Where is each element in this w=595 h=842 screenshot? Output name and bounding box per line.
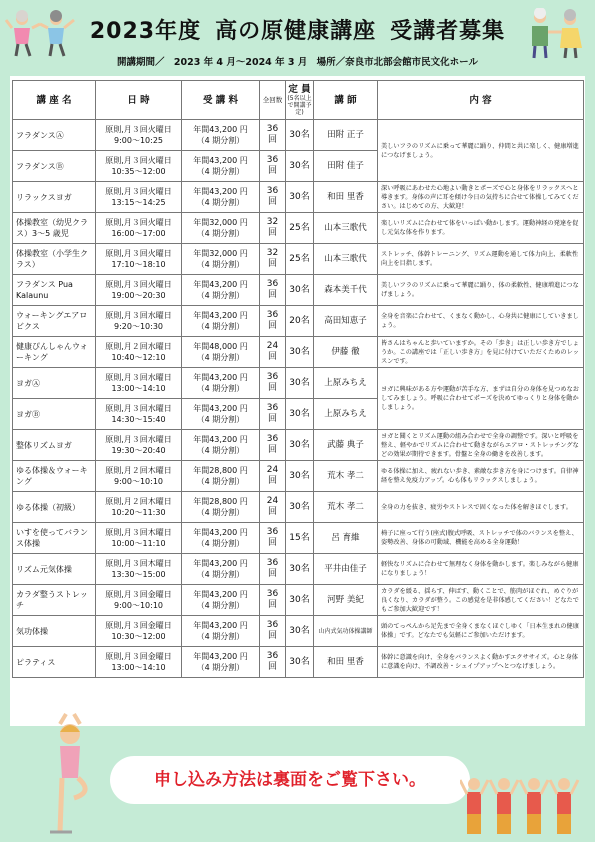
description: 美しいフラのリズムに乗って華麗に踊り、仲間と共に楽しく、健康増進につなげましょう。 xyxy=(378,120,584,182)
venue: 場所／奈良市北部会館市民文化ホール xyxy=(316,57,478,68)
instructor: 山内式気功体操講師 xyxy=(314,616,378,647)
fee: 年間43,200 円 （4 期分割） xyxy=(182,554,260,585)
description: 軽快なリズムに合わせて無理なく身体を動かします。楽しみながら健康になりましょう！ xyxy=(378,554,584,585)
description: ゆる体操に加え、疲れない歩き、素敵な歩き方を身につけます。自律神経を整え免疫力アップ。心も体もリラックスしましょう。 xyxy=(378,461,584,492)
table-row xyxy=(13,523,584,554)
fee: 年間28,800 円 （4 期分割） xyxy=(182,492,260,523)
course-name: カラダ整うストレッチ xyxy=(13,585,96,616)
capacity: 30名 xyxy=(286,585,314,616)
schedule: 原則,月３回火曜日 10:35～12:00 xyxy=(96,151,182,182)
capacity: 30名 xyxy=(286,461,314,492)
instructor: 山本三歌代 xyxy=(314,244,378,275)
course-name: 気功体操 xyxy=(13,616,96,647)
instructor: 森本美千代 xyxy=(314,275,378,306)
table-row xyxy=(13,585,584,616)
instructor: 武藤 典子 xyxy=(314,430,378,461)
schedule: 原則,月３回水曜日 14:30～15:40 xyxy=(96,399,182,430)
fee: 年間43,200 円 （4 期分割） xyxy=(182,368,260,399)
description: 皆さんはちゃんと歩いていますか。その「歩き」は正しい歩き方でしょうか。この講座では「正しい歩き方」を見に付けていただくためのレッスンです。 xyxy=(378,337,584,368)
instructor: 和田 里香 xyxy=(314,647,378,678)
schedule: 原則,月３回木曜日 13:30～15:00 xyxy=(96,554,182,585)
period-label: 開講期間／ xyxy=(117,57,165,68)
header-count: 全回数 xyxy=(260,81,286,120)
schedule: 原則,月３回火曜日 9:00～10:25 xyxy=(96,120,182,151)
session-count: 36回 xyxy=(260,585,286,616)
table-row xyxy=(13,492,584,523)
header-schedule: 日 時 xyxy=(96,81,182,120)
table-row xyxy=(13,120,584,151)
yoga-girl-illustration xyxy=(40,712,100,836)
fee: 年間43,200 円 （4 期分割） xyxy=(182,120,260,151)
header-description: 内 容 xyxy=(378,81,584,120)
course-name: いすを使ってバランス体操 xyxy=(13,523,96,554)
session-count: 36回 xyxy=(260,399,286,430)
course-name: リラックスヨガ xyxy=(13,182,96,213)
fee: 年間43,200 円 （4 期分割） xyxy=(182,523,260,554)
instructor: 呂 育維 xyxy=(314,523,378,554)
course-name: ウォーキングエアロビクス xyxy=(13,306,96,337)
session-count: 24回 xyxy=(260,492,286,523)
session-count: 36回 xyxy=(260,120,286,151)
table-row xyxy=(13,182,584,213)
fee: 年間43,200 円 （4 期分割） xyxy=(182,399,260,430)
session-count: 32回 xyxy=(260,213,286,244)
instructor: 河野 美紀 xyxy=(314,585,378,616)
session-count: 36回 xyxy=(260,523,286,554)
capacity: 15名 xyxy=(286,523,314,554)
course-table xyxy=(12,80,584,678)
instructor: 荒木 孝二 xyxy=(314,492,378,523)
fee: 年間43,200 円 （4 期分割） xyxy=(182,306,260,337)
course-name: ゆる体操（初級） xyxy=(13,492,96,523)
table-row xyxy=(13,306,584,337)
header-capacity: 定 員 (5名以上で開講予定) xyxy=(286,81,314,120)
instructor: 平井由佳子 xyxy=(314,554,378,585)
session-count: 24回 xyxy=(260,461,286,492)
capacity: 30名 xyxy=(286,430,314,461)
header-name: 講 座 名 xyxy=(13,81,96,120)
capacity: 30名 xyxy=(286,337,314,368)
schedule: 原則,月３回火曜日 17:10～18:10 xyxy=(96,244,182,275)
schedule: 原則,月２回水曜日 10:40～12:10 xyxy=(96,337,182,368)
fee: 年間28,800 円 （4 期分割） xyxy=(182,461,260,492)
capacity: 20名 xyxy=(286,306,314,337)
fee: 年間43,200 円 （4 期分割） xyxy=(182,616,260,647)
session-count: 36回 xyxy=(260,275,286,306)
schedule: 原則,月２回木曜日 10:20～11:30 xyxy=(96,492,182,523)
description: ヨガと聞くとリズム運動の組み合わせで全身の調整です。深いと呼吸を整え、軽やかでリズムに合わせて動きながらエアロ・ストレッチングなどの効果が期待できます。骨盤と全身の働きを改善します。 xyxy=(378,430,584,461)
capacity: 25名 xyxy=(286,244,314,275)
capacity: 25名 xyxy=(286,213,314,244)
period-dates: 2023 年 4 月～2024 年 3 月 xyxy=(173,57,308,68)
schedule: 原則,月３回水曜日 19:30～20:40 xyxy=(96,430,182,461)
schedule: 原則,月３回金曜日 13:00～14:10 xyxy=(96,647,182,678)
capacity: 30名 xyxy=(286,399,314,430)
table-row xyxy=(13,213,584,244)
header-fee: 受 講 料 xyxy=(182,81,260,120)
description: 全身の力を抜き、疲労やストレスで固くなった体を解きほぐします。 xyxy=(378,492,584,523)
session-count: 36回 xyxy=(260,151,286,182)
schedule: 原則,月２回木曜日 9:00～10:10 xyxy=(96,461,182,492)
schedule: 原則,月３回水曜日 9:20～10:30 xyxy=(96,306,182,337)
fee: 年間43,200 円 （4 期分割） xyxy=(182,585,260,616)
course-name: 体操教室（幼児クラス）3～5 歳児 xyxy=(13,213,96,244)
schedule: 原則,月３回木曜日 10:00～11:10 xyxy=(96,523,182,554)
instructor: 田附 佳子 xyxy=(314,151,378,182)
course-name: リズム元気体操 xyxy=(13,554,96,585)
instructor: 上原みちえ xyxy=(314,368,378,399)
description: 頭のてっぺんから足先まで全身くまなくほぐしゆく「日本生まれの健康体操」です。どなたでも気軽にご参加いただけます。 xyxy=(378,616,584,647)
capacity: 30名 xyxy=(286,647,314,678)
fee: 年間48,000 円 （4 期分割） xyxy=(182,337,260,368)
table-row xyxy=(13,430,584,461)
description: カラダを緩る、揺らす、伸ばす、動くことで、筋肉がほぐれ、めぐりが良くなり、カラダが整う。この感覚を是非体感してください！どなたでもご参加大歓迎です！ xyxy=(378,585,584,616)
session-count: 32回 xyxy=(260,244,286,275)
capacity: 30名 xyxy=(286,554,314,585)
fee: 年間43,200 円 （4 期分割） xyxy=(182,151,260,182)
capacity: 30名 xyxy=(286,120,314,151)
session-count: 36回 xyxy=(260,368,286,399)
course-name: ヨガⒷ xyxy=(13,399,96,430)
fee: 年間32,000 円 （4 期分割） xyxy=(182,244,260,275)
fee: 年間43,200 円 （4 期分割） xyxy=(182,430,260,461)
session-count: 36回 xyxy=(260,647,286,678)
session-count: 36回 xyxy=(260,306,286,337)
course-name: フラダンスⒶ xyxy=(13,120,96,151)
course-name: ゆる体操＆ウォーキング xyxy=(13,461,96,492)
instructor: 高田知恵子 xyxy=(314,306,378,337)
session-count: 36回 xyxy=(260,616,286,647)
instructor: 山本三歌代 xyxy=(314,213,378,244)
fee: 年間43,200 円 （4 期分割） xyxy=(182,275,260,306)
capacity: 30名 xyxy=(286,368,314,399)
instructor: 田附 正子 xyxy=(314,120,378,151)
schedule: 原則,月３回火曜日 13:15～14:25 xyxy=(96,182,182,213)
capacity: 30名 xyxy=(286,616,314,647)
period-line xyxy=(0,54,595,68)
description: 体幹に意識を向け、全身をバランスよく動かすエクササイズ。心と身体に意識を向け、不調改善・シェイプアップへとつなげましょう。 xyxy=(378,647,584,678)
fee: 年間43,200 円 （4 期分割） xyxy=(182,182,260,213)
application-note: 申し込み方法は裏面をご覧下さい。 xyxy=(110,756,470,804)
schedule: 原則,月３回火曜日 19:00～20:30 xyxy=(96,275,182,306)
table-row xyxy=(13,647,584,678)
schedule: 原則,月３回水曜日 13:00～14:10 xyxy=(96,368,182,399)
instructor: 伊藤 徹 xyxy=(314,337,378,368)
course-name: 健康ぴんしゃんウォーキング xyxy=(13,337,96,368)
description: 美しいフラのリズムに乗って華麗に踊り、体の柔軟性、健康増進につなげましょう。 xyxy=(378,275,584,306)
exercising-people-illustration xyxy=(460,768,590,840)
table-row xyxy=(13,275,584,306)
session-count: 36回 xyxy=(260,430,286,461)
table-header-row xyxy=(13,81,584,120)
description: 深い呼吸にあわせた心地よい動きとポーズで心と身体をリラックスへと導きます。身体の声に耳を傾け今日の気持ちに合せて体操してみてください。はじめての方、大歓迎！ xyxy=(378,182,584,213)
description: ヨガに興味がある方や運動が苦手な方、まずは自分の身体を見つめなおしてみましょう。呼吸に合わせてポーズを決めてゆっくりと身体を動かしましょう。 xyxy=(378,368,584,430)
session-count: 24回 xyxy=(260,337,286,368)
fee: 年間32,000 円 （4 期分割） xyxy=(182,213,260,244)
description: 楽しいリズムに合わせて体をいっぱい動かします。運動神経の発達を促し元気な体を作ります。 xyxy=(378,213,584,244)
header-instructor: 講 師 xyxy=(314,81,378,120)
course-name: ヨガⒶ xyxy=(13,368,96,399)
description: 椅子に座って行う(座式)腹式呼吸、ストレッチで体のバランスを整え、姿勢改善、身体の可動域、機能を高める全身運動！ xyxy=(378,523,584,554)
description: 全身を音楽に合わせて、くまなく動かし、心身共に健康にしていきましょう。 xyxy=(378,306,584,337)
table-row xyxy=(13,368,584,399)
course-name: 整体リズムヨガ xyxy=(13,430,96,461)
session-count: 36回 xyxy=(260,182,286,213)
description: ストレッチ、体幹トレーニング、リズム運動を通して体力向上、柔軟性向上を目指します。 xyxy=(378,244,584,275)
table-row xyxy=(13,616,584,647)
session-count: 36回 xyxy=(260,554,286,585)
capacity: 30名 xyxy=(286,275,314,306)
page-title: 2023年度 高の原健康講座 受講者募集 xyxy=(89,19,506,44)
instructor: 上原みちえ xyxy=(314,399,378,430)
table-row xyxy=(13,337,584,368)
fee: 年間43,200 円 （4 期分割） xyxy=(182,647,260,678)
table-row xyxy=(13,244,584,275)
course-name: フラダンス Pua Kalaunu xyxy=(13,275,96,306)
instructor: 和田 里香 xyxy=(314,182,378,213)
schedule: 原則,月３回金曜日 10:30～12:00 xyxy=(96,616,182,647)
capacity: 30名 xyxy=(286,492,314,523)
schedule: 原則,月３回火曜日 16:00～17:00 xyxy=(96,213,182,244)
schedule: 原則,月３回金曜日 9:00～10:10 xyxy=(96,585,182,616)
capacity: 30名 xyxy=(286,182,314,213)
course-name: ピラティス xyxy=(13,647,96,678)
capacity: 30名 xyxy=(286,151,314,182)
table-row xyxy=(13,461,584,492)
instructor: 荒木 孝二 xyxy=(314,461,378,492)
course-name: 体操教室（小学生クラス） xyxy=(13,244,96,275)
course-name: フラダンスⒷ xyxy=(13,151,96,182)
table-row xyxy=(13,554,584,585)
